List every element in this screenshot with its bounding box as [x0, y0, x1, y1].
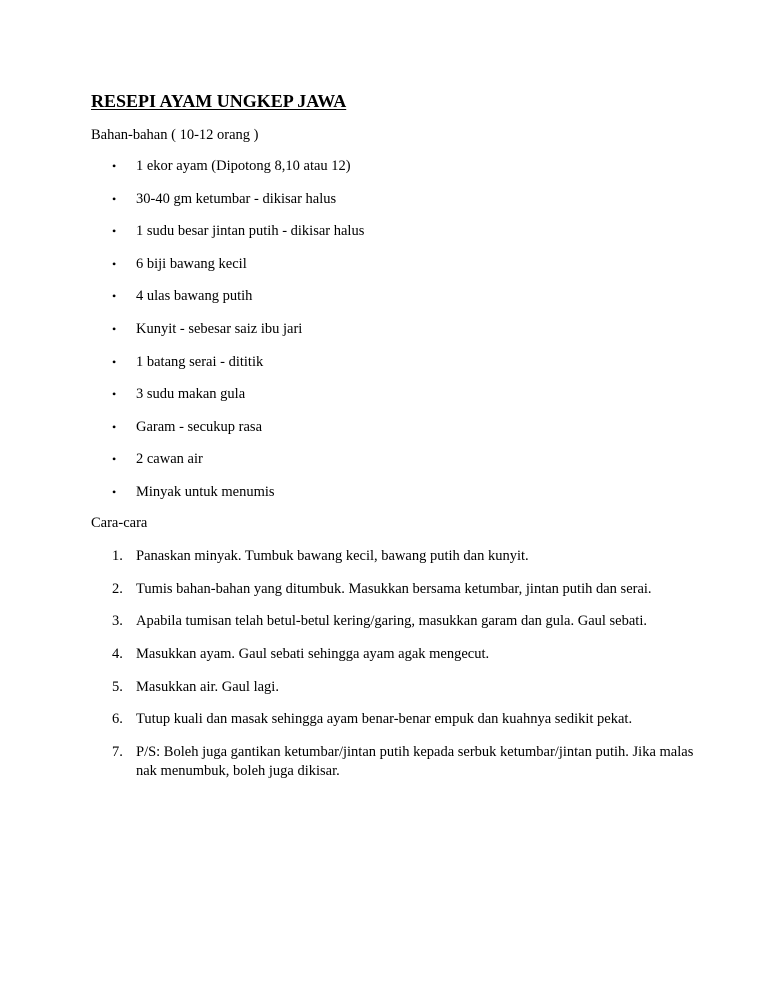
ingredient-text: 2 cawan air	[136, 451, 203, 468]
step-number: 4.	[112, 646, 123, 663]
step-text: Apabila tumisan telah betul-betul kering/garing, masukkan garam dan gula. Gaul sebati.	[136, 613, 647, 630]
step-text: P/S: Boleh juga gantikan ketumbar/jintan putih kepada serbuk ketumbar/jintan putih. Jika malas nak menumbuk, boleh juga dikisar.	[136, 744, 694, 780]
method-step	[0, 710, 696, 729]
bullet-icon: •	[112, 224, 117, 239]
step-number: 2.	[112, 580, 123, 597]
step-text: Masukkan air. Gaul lagi.	[136, 678, 279, 695]
bullet-icon: •	[112, 484, 117, 499]
ingredient-item	[0, 451, 696, 484]
ingredient-item	[0, 223, 696, 256]
ingredient-item	[0, 321, 696, 354]
ingredient-text: 6 biji bawang kecil	[136, 255, 247, 272]
ingredient-text: Kunyit - sebesar saiz ibu jari	[136, 320, 303, 337]
ingredients-heading: Bahan-bahan ( 10-12 orang )	[91, 127, 259, 143]
step-number: 3.	[112, 613, 123, 630]
bullet-icon: •	[112, 452, 117, 467]
ingredient-item	[0, 386, 696, 419]
ingredient-text: 4 ulas bawang putih	[136, 288, 253, 305]
step-text: Panaskan minyak. Tumbuk bawang kecil, bawang putih dan kunyit.	[136, 548, 529, 564]
bullet-icon: •	[112, 191, 117, 206]
step-number: 7.	[112, 744, 123, 761]
ingredient-text: 1 batang serai - dititik	[136, 353, 264, 370]
ingredient-item	[0, 191, 696, 224]
ingredient-text: Garam - secukup rasa	[136, 418, 263, 435]
bullet-icon: •	[112, 159, 117, 173]
bullet-icon: •	[112, 289, 117, 304]
ingredient-item	[0, 256, 696, 289]
step-text: Masukkan ayam. Gaul sebati sehingga ayam agak mengecut.	[136, 646, 490, 663]
bullet-icon: •	[112, 419, 117, 434]
step-number: 5.	[112, 678, 123, 695]
method-step	[0, 743, 696, 781]
ingredients-list	[0, 158, 768, 517]
ingredient-text: 3 sudu makan gula	[136, 386, 246, 403]
method-steps-list	[0, 547, 768, 795]
recipe-title: RESEPI AYAM UNGKEP JAWA	[91, 91, 347, 111]
bullet-icon: •	[112, 256, 117, 271]
step-number: 6.	[112, 711, 123, 728]
step-text: Tutup kuali dan masak sehingga ayam benar-benar empuk dan kuahnya sedikit pekat.	[136, 711, 633, 728]
ingredient-text: 30-40 gm ketumbar - dikisar halus	[136, 190, 337, 207]
method-step	[0, 612, 696, 631]
step-number: 1.	[112, 548, 123, 564]
ingredient-item	[0, 158, 696, 191]
bullet-icon: •	[112, 321, 117, 336]
bullet-icon: •	[112, 387, 117, 402]
ingredient-item	[0, 419, 696, 452]
method-step	[0, 645, 696, 664]
ingredient-item	[0, 288, 696, 321]
method-step	[0, 547, 696, 566]
ingredient-text: 1 sudu besar jintan putih - dikisar halus	[136, 223, 365, 240]
ingredient-item	[0, 484, 696, 517]
method-heading: Cara-cara	[91, 515, 148, 531]
ingredient-text: 1 ekor ayam (Dipotong 8,10 atau 12)	[136, 158, 351, 174]
method-step	[0, 580, 696, 599]
step-text: Tumis bahan-bahan yang ditumbuk. Masukkan bersama ketumbar, jintan putih dan serai.	[136, 580, 652, 597]
ingredient-item	[0, 354, 696, 387]
method-step	[0, 678, 696, 697]
bullet-icon: •	[112, 354, 117, 369]
ingredient-text: Minyak untuk menumis	[136, 483, 275, 500]
